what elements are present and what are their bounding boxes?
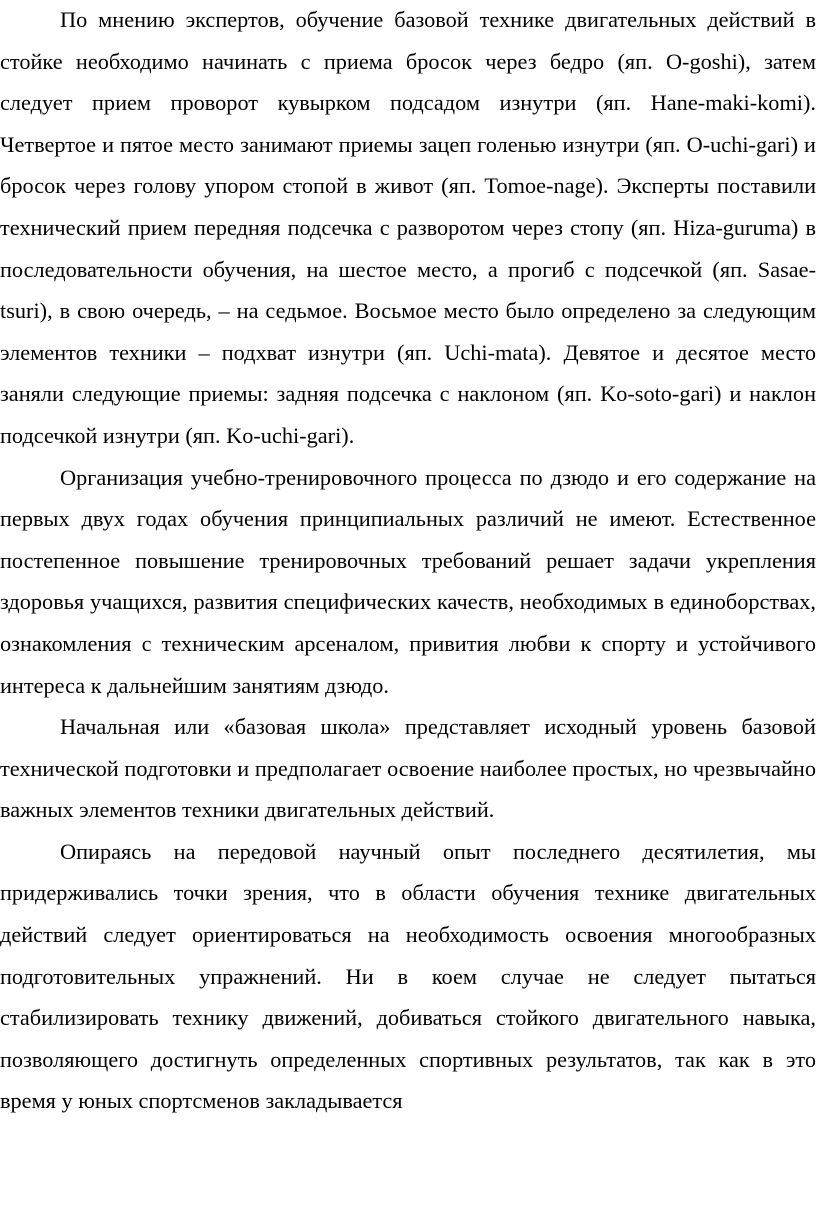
paragraph-4: Опираясь на передовой научный опыт последнего десятилетия, мы придерживались точки зрения, что в области обучения технике двигательных действий следует ориентироваться на необходимость освоения многообразных подготовительных упражнений. Ни в коем случае не следует пытаться стабилизировать технику движений, добиваться стойкого двигательного навыка, позволяющего достигнуть определенных спортивных результатов, так как в это время у юных спортсменов закладывается bbox=[0, 838, 816, 1114]
paragraph-3: Начальная или «базовая школа» представляет исходный уровень базовой технической подготовки и предполагает освоение наиболее простых, но чрезвычайно важных элементов техники двигательных действий. bbox=[0, 714, 816, 823]
paragraph-1: По мнению экспертов, обучение базовой технике двигательных действий в стойке необходимо начинать с приема бросок через бедро (яп. O-goshi), затем следует прием проворот кувырком подсадом изнутри (яп. Hane-maki-komi). Четвертое и пятое место занимают приемы зацеп голенью изнутри (яп. O-uchi-gari) и бросок через голову упором стопой в живот (яп. Tomoe-nage). Эксперты поставили технический прием передняя подсечка с разворотом через стопу (яп. Hiza-guruma) в последовательности обучения, на шестое место, а прогиб с подсечкой (яп. Sasae-tsuri), в свою очередь, – на седьмое. Восьмое место было определено за следующим элементов техники – подхват изнутри (яп. Uchi-mata). Девятое и десятое место заняли следующие приемы: задняя подсечка с наклоном (яп. Ko-soto-gari) и наклон подсечкой изнутри (яп. Ko-uchi-gari). bbox=[0, 7, 816, 448]
paragraph-2: Организация учебно-тренировочного процесса по дзюдо и его содержание на первых двух годах обучения принципиальных различий не имеют. Естественное постепенное повышение тренировочных требований решает задачи укрепления здоровья учащихся, развития специфических качеств, необходимых в единоборствах, ознакомления с техническим арсеналом, привития любви к спорту и устойчивого интереса к дальнейшим занятиям дзюдо. bbox=[0, 464, 816, 698]
